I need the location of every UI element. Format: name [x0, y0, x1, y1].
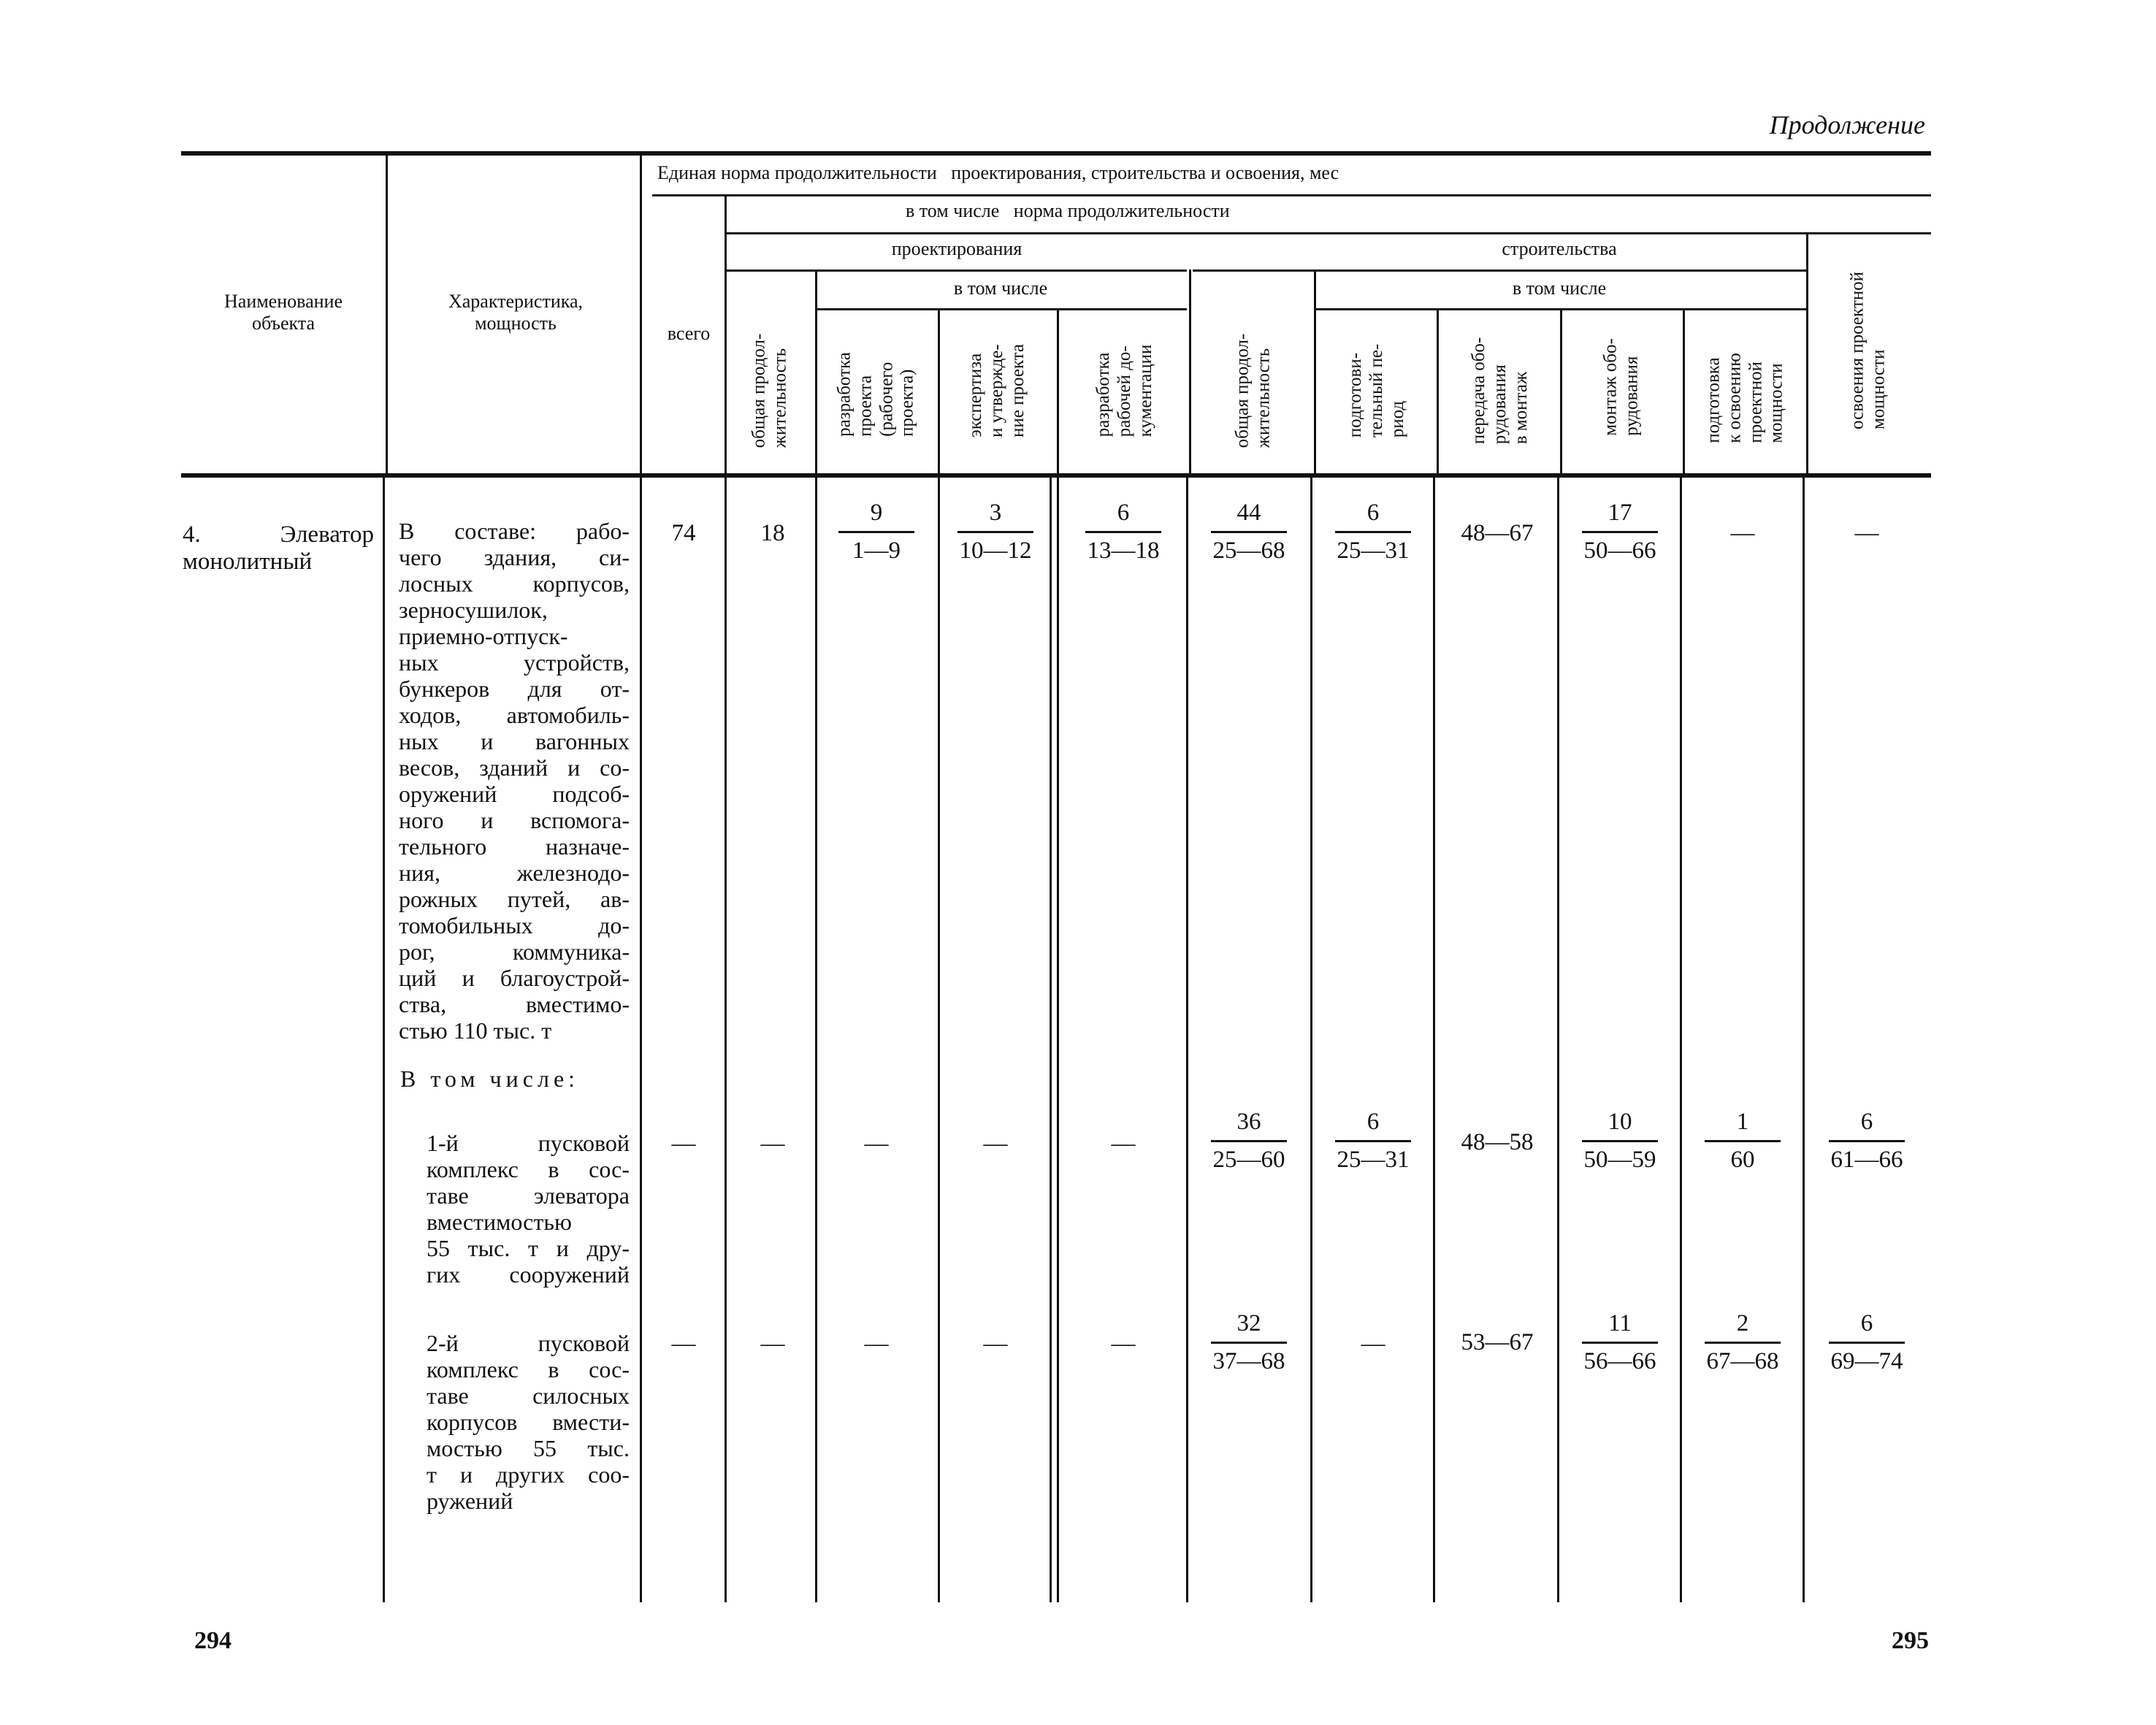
page-number-right: 295: [1892, 1627, 1929, 1654]
header-incl-norm: в том числе норма продолжительности: [906, 200, 1230, 221]
header-c-total: общая продол- жительность: [1232, 333, 1273, 448]
sub2-mastering: 6 69—74: [1829, 1310, 1905, 1375]
val-d-expertise: 3 10—12: [957, 500, 1033, 565]
val-total: 74: [671, 520, 696, 546]
sub2-dash-d-expertise: —: [983, 1331, 1008, 1357]
header-d-develop: разработка проекта (рабочего проекта): [834, 352, 917, 437]
val-c-prepare-mastering: —: [1730, 520, 1755, 546]
sub2-dash-d-total: —: [760, 1331, 785, 1357]
sub1-mastering: 6 61—66: [1829, 1109, 1905, 1174]
header-unified-norm: Единая норма продолжительности проектирования, строительства и освоения, мес: [657, 162, 1339, 183]
header-d-expertise: экспертиза и утвержде- ние проекта: [965, 343, 1028, 438]
rule-under-incl-norm: [727, 232, 1931, 234]
sub1-dash-d-develop: —: [864, 1131, 889, 1157]
sub2-c-install: 11 56—66: [1582, 1310, 1658, 1375]
val-c-install: 17 50—66: [1582, 500, 1658, 565]
header-object-name: Наименование объекта: [224, 291, 343, 334]
header-c-install: монтаж обо- рудования: [1600, 338, 1641, 436]
sub1-c-install: 10 50—59: [1582, 1109, 1658, 1174]
header-design: проектирования: [891, 238, 1022, 259]
vline-dwork: [1189, 269, 1191, 473]
table-top-rule: [181, 151, 1931, 156]
vline-body-name: [383, 478, 385, 1602]
vline-body-cprep: [1433, 478, 1435, 1602]
header-mastering: освоения проектной мощности: [1847, 271, 1888, 430]
header-c-prep: подготови- тельный пе- риод: [1345, 343, 1407, 438]
vline-total: [725, 194, 727, 473]
sub1-c-prep: 6 25—31: [1335, 1109, 1411, 1174]
vline-ctransfer: [1560, 308, 1562, 473]
header-d-total: общая продол- жительность: [749, 333, 790, 448]
val-d-working-docs: 6 13—18: [1085, 500, 1161, 565]
val-c-total: 44 25—68: [1211, 500, 1287, 565]
vline-ctotal: [1314, 269, 1316, 473]
val-mastering: —: [1854, 520, 1879, 546]
header-c-transfer: передача обо- рудования в монтаж: [1468, 337, 1531, 445]
sub2-c-prepare-mastering: 2 67—68: [1705, 1310, 1781, 1375]
vline-body-total: [725, 478, 727, 1602]
continuation-label: Продолжение: [1769, 110, 1925, 139]
object-name: 4. Элеватор монолитный: [183, 521, 374, 575]
sub1-dash-total: —: [671, 1131, 696, 1157]
val-c-transfer: 48—67: [1461, 520, 1534, 546]
vline-cprepmast: [1806, 232, 1808, 473]
sub2-dash-d-develop: —: [864, 1331, 889, 1357]
sub2-dash-total: —: [671, 1331, 696, 1357]
sub1-c-prepare-mastering: 1 60: [1705, 1109, 1781, 1174]
vline-dtotal: [815, 269, 817, 473]
rule-under-design: [727, 269, 1187, 272]
sub1-c-transfer: 48—58: [1461, 1129, 1534, 1155]
header-bottom-rule: [181, 473, 1931, 478]
vline-body-dexp: [1050, 478, 1052, 1602]
header-c-prepare-mastering: подготовка к освоению проектной мощности: [1703, 353, 1786, 443]
vline-body-dwork: [1186, 478, 1188, 1602]
vline-body-ctransfer: [1557, 478, 1559, 1602]
sub2-c-total: 32 37—68: [1211, 1310, 1287, 1375]
vline-ddev: [938, 308, 940, 473]
incl-label: В том числе:: [400, 1066, 580, 1092]
vline-cinstall: [1683, 308, 1685, 473]
rule-under-construction: [1193, 269, 1808, 272]
sub1-dash-d-working-docs: —: [1111, 1131, 1136, 1157]
rule-under-unified: [652, 194, 1931, 196]
sub2-c-transfer: 53—67: [1461, 1329, 1534, 1355]
val-d-total: 18: [760, 520, 785, 546]
vline-cprep: [1437, 308, 1439, 473]
header-construction-incl: в том числе: [1512, 278, 1607, 299]
sub2-c-prep: —: [1361, 1331, 1385, 1357]
header-design-incl: в том числе: [953, 278, 1048, 299]
vline-char: [640, 153, 642, 473]
val-d-develop: 9 1—9: [838, 500, 914, 565]
page-number-left: 294: [194, 1627, 232, 1654]
vline-body-ctotal: [1310, 478, 1312, 1602]
sub1-dash-d-total: —: [760, 1131, 785, 1157]
val-c-prep: 6 25—31: [1335, 500, 1411, 565]
header-total: всего: [667, 323, 711, 344]
vline-body-ddev: [938, 478, 940, 1602]
rule-under-design-incl: [817, 308, 1187, 310]
header-construction: строительства: [1502, 238, 1617, 259]
vline-name: [386, 153, 388, 473]
header-d-working-docs: разработка рабочей до- кументации: [1093, 344, 1155, 437]
sub1-dash-d-expertise: —: [983, 1131, 1008, 1157]
rule-under-construction-incl: [1316, 308, 1808, 310]
sub1-c-total: 36 25—60: [1211, 1109, 1287, 1174]
sub2-dash-d-working-docs: —: [1111, 1331, 1136, 1357]
vline-dexp: [1057, 308, 1059, 473]
header-characteristic: Характеристика, мощность: [448, 291, 584, 334]
vline-body-char: [640, 478, 642, 1602]
vline-body-cprepmast: [1803, 478, 1805, 1602]
vline-body-cinstall: [1680, 478, 1682, 1602]
vline-body-dtotal: [815, 478, 817, 1602]
vline-body-dexp2: [1057, 478, 1059, 1602]
